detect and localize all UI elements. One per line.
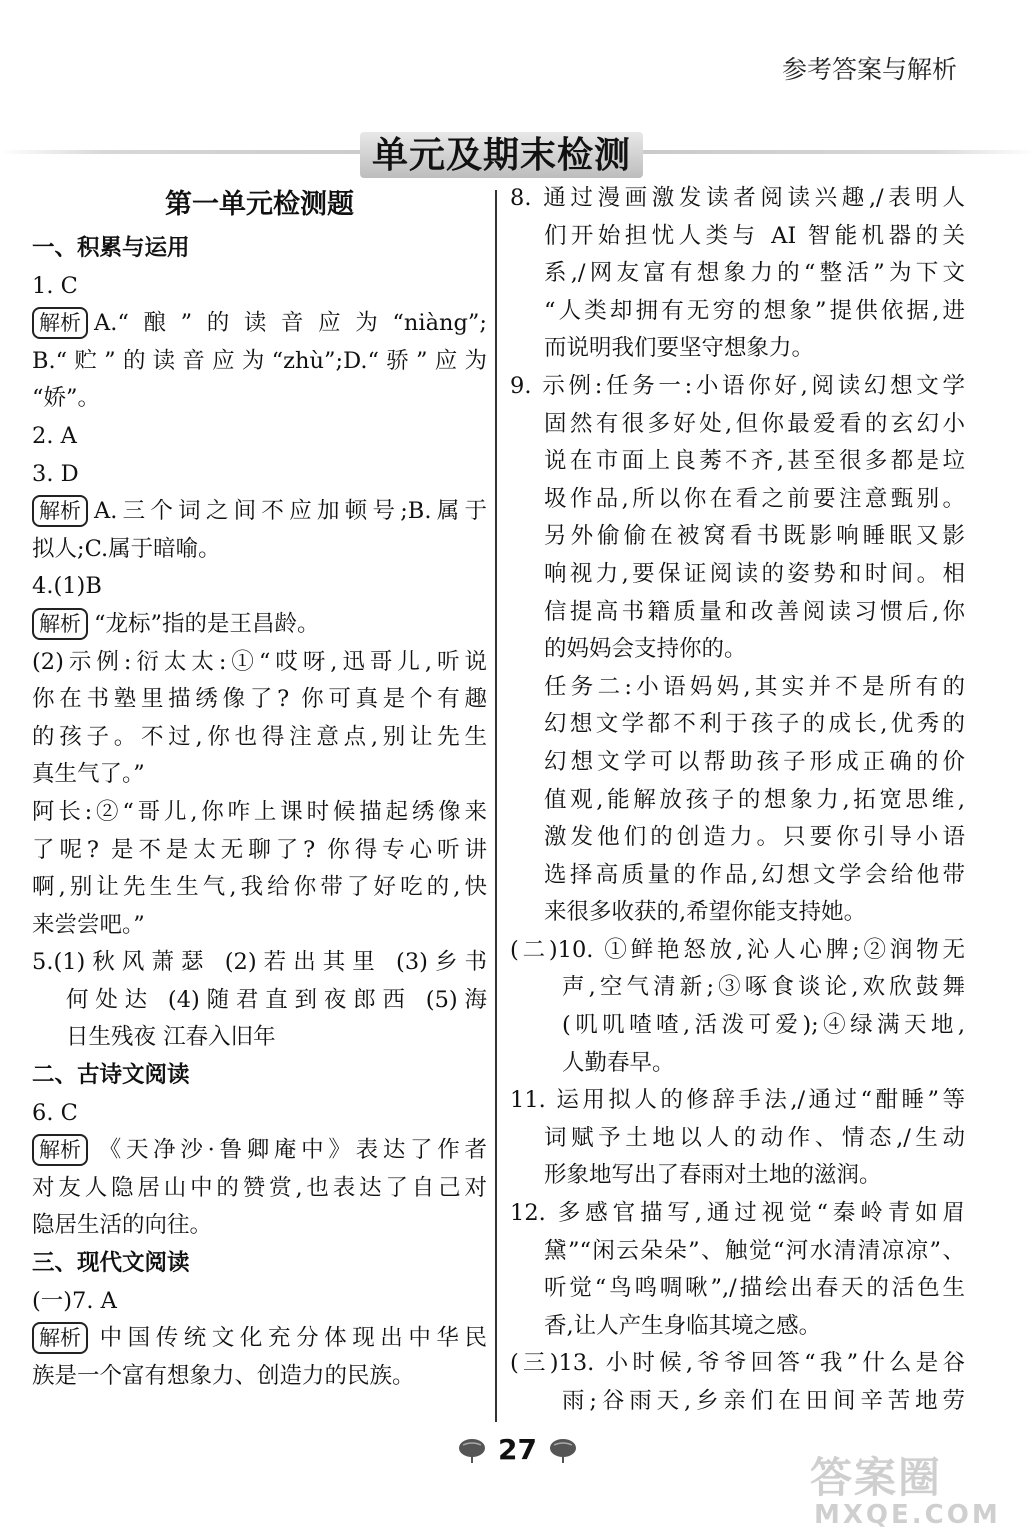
section-heading: 一、积累与运用 bbox=[32, 235, 190, 261]
answer-line: 听觉“鸟鸣啁啾”,/描绘出春天的活色生 bbox=[544, 1275, 965, 1302]
answer-line: “娇”。 bbox=[32, 385, 101, 412]
section-heading: 二、古诗文阅读 bbox=[32, 1062, 190, 1089]
watermark-text: 答案圈 bbox=[810, 1453, 943, 1502]
answer-line: 而说明我们要坚守想象力。 bbox=[544, 335, 815, 362]
answer-line: 的妈妈会支持你的。 bbox=[544, 636, 747, 663]
answer-line: 响视力,要保证阅读的姿势和时间。相 bbox=[544, 560, 965, 587]
leaf-icon bbox=[548, 1437, 578, 1463]
answer-line: 词赋予土地以人的动作、情态,/生动 bbox=[544, 1124, 965, 1151]
analysis-text: “龙标”指的是王昌龄。 bbox=[94, 610, 320, 637]
answer-line: 日生残夜 江春入旧年 bbox=[66, 1024, 276, 1051]
answer-line: 8. 通过漫画激发读者阅读兴趣,/表明人 bbox=[510, 185, 965, 211]
answer-line: 幻想文学可以帮助孩子形成正确的价 bbox=[544, 748, 965, 775]
page-number: 27 bbox=[498, 1433, 537, 1466]
answer-line: 11. 运用拟人的修辞手法,/通过“酣睡”等 bbox=[510, 1087, 965, 1114]
answer-line: (二)10. ①鲜艳怒放,沁人心脾;②润物无 bbox=[510, 936, 965, 963]
answer-line: 来很多收获的,希望你能支持她。 bbox=[544, 899, 867, 926]
header-title: 参考答案与解析 bbox=[781, 55, 957, 84]
answer-line: 3. D bbox=[32, 460, 79, 487]
answer-line: 另外偷偷在被窝看书既影响睡眠又影 bbox=[544, 523, 965, 550]
column-divider bbox=[495, 190, 497, 1422]
answer-line: (三)13. 小时候,爷爷回答“我”什么是谷 bbox=[510, 1350, 965, 1377]
analysis-tag: 解析 bbox=[32, 495, 88, 527]
answer-line: 激发他们的创造力。只要你引导小语 bbox=[544, 824, 965, 851]
section-title: 第一单元检测题 bbox=[165, 189, 354, 220]
answer-line: 2. A bbox=[32, 422, 77, 449]
answer-line: 信提高书籍质量和改善阅读习惯后,你 bbox=[544, 598, 965, 625]
answer-line: 拟人;C.属于暗喻。 bbox=[32, 535, 221, 562]
answer-line: (叽叽喳喳,活泼可爱);④绿满天地, bbox=[562, 1012, 965, 1039]
leaf-icon bbox=[457, 1437, 487, 1463]
answer-line: 说在市面上良莠不齐,甚至很多都是垃 bbox=[544, 448, 965, 475]
left-column bbox=[32, 180, 487, 1395]
answer-line: 阿长:②“哥儿,你咋上课时候描起绣像来 bbox=[32, 798, 487, 825]
analysis-text: A.“酿”的读音应为“niàng”; bbox=[94, 310, 487, 337]
answer-line: 真生气了。” bbox=[32, 761, 145, 788]
answer-line: 4.(1)B bbox=[32, 573, 102, 600]
analysis-line bbox=[32, 1132, 487, 1170]
answer-line: 选择高质量的作品,幻想文学会给他带 bbox=[544, 861, 965, 888]
analysis-text: A.三个词之间不应加顿号;B.属于 bbox=[94, 498, 487, 525]
answer-line: 任务二:小语妈妈,其实并不是所有的 bbox=[544, 673, 965, 700]
section-heading: 三、现代文阅读 bbox=[32, 1250, 190, 1277]
analysis-tag: 解析 bbox=[32, 1322, 88, 1354]
answer-line: 值观,能解放孩子的想象力,拓宽思维, bbox=[544, 786, 965, 813]
answer-line: 来尝尝吧。” bbox=[32, 911, 145, 938]
answer-line: 的孩子。不过,你也得注意点,别让先生 bbox=[32, 723, 487, 750]
answer-line: 系,/网友富有想象力的“整活”为下文 bbox=[544, 260, 965, 287]
analysis-tag: 解析 bbox=[32, 608, 88, 640]
analysis-line bbox=[32, 493, 487, 531]
answer-line: 隐居生活的向往。 bbox=[32, 1212, 213, 1239]
answer-line: 人勤春早。 bbox=[562, 1049, 675, 1076]
answer-line: 们开始担忧人类与 AI 智能机器的关 bbox=[544, 222, 965, 249]
answer-line: 你在书塾里描绣像了? 你可真是个有趣 bbox=[32, 686, 487, 713]
analysis-tag: 解析 bbox=[32, 1134, 88, 1166]
answer-line: 12. 多感官描写,通过视觉“秦岭青如眉 bbox=[510, 1200, 965, 1227]
answer-line: “人类却拥有无穷的想象”提供依据,进 bbox=[544, 297, 965, 324]
analysis-text: 《天净沙·鲁卿庵中》表达了作者 bbox=[94, 1137, 487, 1164]
answer-line: 5.(1)秋风萧瑟 (2)若出其里 (3)乡书 bbox=[32, 949, 487, 976]
analysis-line bbox=[32, 606, 487, 644]
analysis-text: 中国传统文化充分体现出中华民 bbox=[94, 1325, 487, 1352]
banner-title: 单元及期末检测 bbox=[371, 135, 631, 176]
answer-line: 幻想文学都不利于孩子的成长,优秀的 bbox=[544, 711, 965, 738]
answer-line: 固然有很多好处,但你最爱看的玄幻小 bbox=[544, 410, 965, 437]
answer-line: 1. C bbox=[32, 272, 78, 299]
answer-line: 6. C bbox=[32, 1099, 78, 1126]
answer-line: 黛”“闲云朵朵”、触觉“河水清清凉凉”、 bbox=[544, 1237, 965, 1264]
answer-line: 9. 示例:任务一:小语你好,阅读幻想文学 bbox=[510, 372, 965, 399]
analysis-line bbox=[32, 1320, 487, 1358]
watermark-url: MXQE.COM bbox=[814, 1500, 1001, 1530]
analysis-line bbox=[32, 305, 487, 343]
right-column bbox=[510, 180, 965, 1421]
answer-line: 形象地写出了春雨对土地的滋润。 bbox=[544, 1162, 882, 1189]
answer-line: 啊,别让先生生气,我给你带了好吃的,快 bbox=[32, 874, 487, 901]
answer-line: 圾作品,所以你在看之前要注意甄别。 bbox=[544, 485, 965, 512]
answer-line: 对友人隐居山中的赞赏,也表达了自己对 bbox=[32, 1174, 487, 1201]
answer-line: 何处达 (4)随君直到夜郎西 (5)海 bbox=[66, 986, 487, 1013]
answer-line: 雨;谷雨天,乡亲们在田间辛苦地劳 bbox=[562, 1388, 965, 1414]
answer-line: (2)示例:衍太太:①“哎呀,迅哥儿,听说 bbox=[32, 648, 487, 675]
watermark-logo bbox=[810, 1453, 1005, 1532]
answer-line: (一)7. A bbox=[32, 1287, 117, 1314]
answer-line: 族是一个富有想象力、创造力的民族。 bbox=[32, 1362, 415, 1389]
answer-line: 声,空气清新;③啄食谈论,欢欣鼓舞 bbox=[562, 974, 965, 1001]
analysis-tag: 解析 bbox=[32, 307, 88, 339]
answer-line: B.“贮”的读音应为“zhù”;D.“骄”应为 bbox=[32, 347, 487, 374]
answer-line: 香,让人产生身临其境之感。 bbox=[544, 1312, 822, 1339]
answer-line: 了呢? 是不是太无聊了? 你得专心听讲 bbox=[32, 836, 487, 863]
